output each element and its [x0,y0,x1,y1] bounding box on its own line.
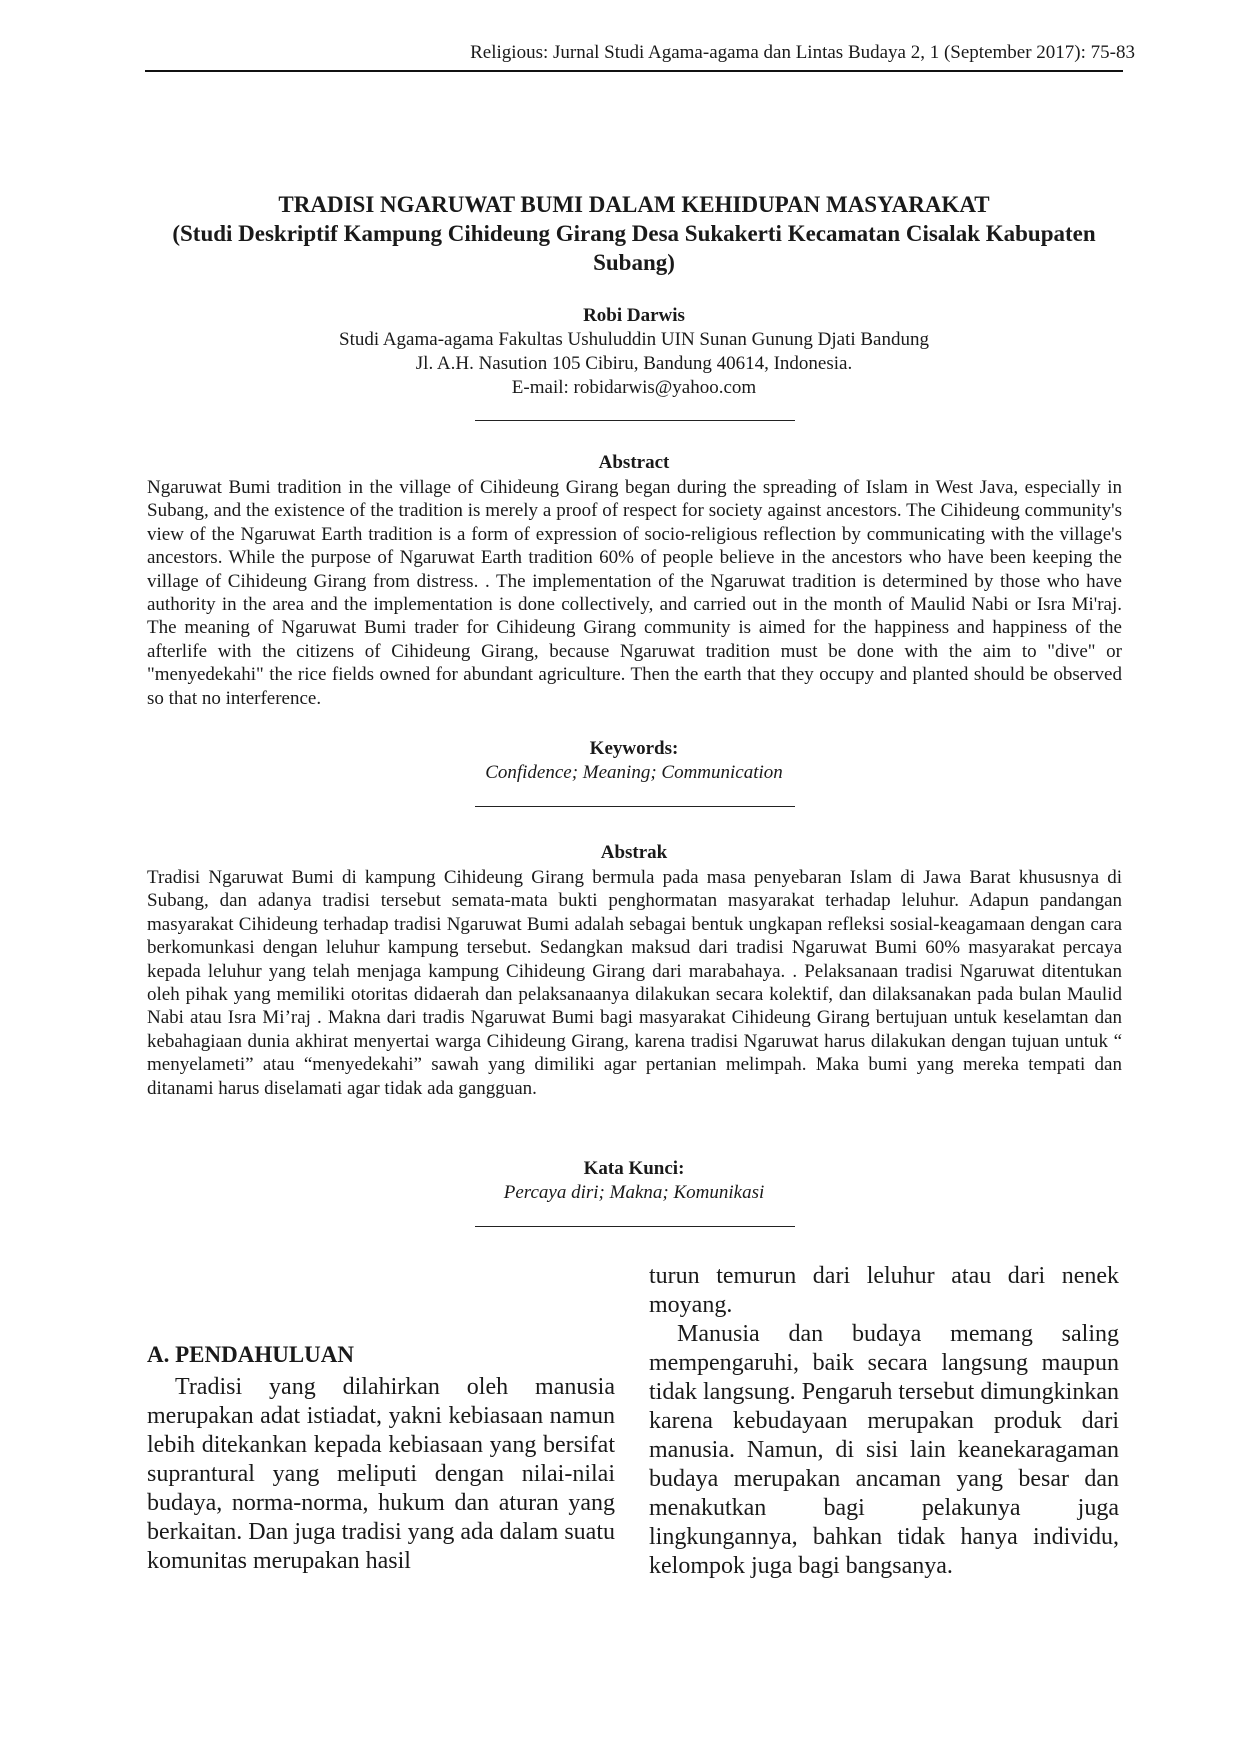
abstract-heading: Abstract [598,452,670,473]
author-address: Jl. A.H. Nasution 105 Cibiru, Bandung 40614, Indonesia. [415,353,853,374]
abstrak-text: Tradisi Ngaruwat Bumi di kampung Cihideung Girang bermula pada masa penyebaran Islam di Jawa Barat khususnya di Subang, dan adanya tradisi tersebut semata-mata bukti penghormatan masyarakat terhadap leluhur. Adapun pandangan masyarakat Cihideung terhadap tradisi Ngaruwat Bumi adalah sebagai bentuk ungkapan refleksi sosial-keagamaan dengan cara berkomunkasi dengan leluhur kampung tersebut. Sedangkan maksud dari tradisi Ngaruwat Bumi 60% masyarakat percaya kepada leluhur yang telah menjaga kampung Cihideung Girang dari marabahaya. . Pelaksanaan tradisi Ngaruwat ditentukan oleh pihak yang memiliki otoritas didaerah dan pelaksanaanya dilakukan secara kolektif, dan dilaksanakan pada bulan Maulid Nabi atau Isra Mi’raj . Makna dari tradis Ngaruwat Bumi bagi masyarakat Cihideung Girang bertujuan untuk keselamtan dan kebahagiaan dunia akhirat menyertai warga Cihideung Girang, karena tradisi Ngaruwat harus dilakukan dengan tujuan untuk “ menyelameti” atau “menyedekahi” sawah yang dimiliki agar pertanian melimpah. Maka bumi yang mereka tempati dan ditanami harus diselamati agar tidak ada gangguan. [147,867,1122,1099]
paper-title: TRADISI NGARUWAT BUMI DALAM KEHIDUPAN MASYARAKAT [278,192,990,217]
separator-rule [475,806,795,807]
author-email: E-mail: robidarwis@yahoo.com [511,377,757,398]
abstrak-heading: Abstrak [600,842,668,863]
body-paragraph: Tradisi yang dilahirkan oleh manusia merupakan adat istiadat, yakni kebiasaan namun lebih ditekankan kepada kebiasaan yang bersifat suprantural yang meliputi dengan nilai-nilai budaya, norma-norma, hukum dan aturan yang berkaitan. Dan juga tradisi yang ada dalam suatu komunitas merupakan hasil [147,1374,615,1574]
kata-kunci-heading: Kata Kunci: [583,1158,685,1179]
abstract-text: Ngaruwat Bumi tradition in the village of Cihideung Girang began during the spreading of Islam in West Java, especially in Subang, and the existence of the tradition is merely a proof of respect for society against ancestors. The Cihideung community's view of the Ngaruwat Earth tradition is a form of expression of socio-religious reflection by communicating with the village's ancestors. While the purpose of Ngaruwat Earth tradition 60% of people believe in the ancestors who have been keeping the village of Cihideung Girang from distress. . The implementation of the Ngaruwat tradition is determined by those who have authority in the area and the implementation is done collectively, and carried out in the month of Maulid Nabi or Isra Mi'raj. The meaning of Ngaruwat Bumi trader for Cihideung Girang community is aimed for the happiness and happiness of the afterlife with the citizens of Cihideung Girang, because Ngaruwat tradition must be done with the aim to "dive" or "menyedekahi" the rice fields owned for abundant agriculture. Then the earth that they occupy and planted should be observed so that no interference. [147,477,1122,709]
right-column [649,1262,1119,1581]
body-paragraph: Manusia dan budaya memang saling mempengaruhi, baik secara langsung maupun tidak langsung. Pengaruh tersebut dimungkinkan karena kebudayaan merupakan produk dari manusia. Namun, di sisi lain keanekaragaman budaya merupakan ancaman yang besar dan menakutkan bagi pelakunya juga lingkungannya, bahkan tidak hanya individu, kelompok juga bagi bangsanya. [649,1321,1119,1579]
keywords-list: Confidence; Meaning; Communication [485,762,783,783]
header-rule [145,70,1123,72]
kata-kunci-list: Percaya diri; Makna; Komunikasi [503,1182,765,1203]
keywords-heading: Keywords: [589,738,679,759]
author-affiliation: Studi Agama-agama Fakultas Ushuluddin UIN Sunan Gunung Djati Bandung [339,329,929,350]
section-heading: A. PENDAHULUAN [147,1342,354,1367]
title-block [145,190,1123,277]
journal-running-header: Religious: Jurnal Studi Agama-agama dan Lintas Budaya 2, 1 (September 2017): 75-83 [470,42,1135,63]
separator-rule [475,420,795,421]
author-block [145,304,1123,400]
left-column [147,1373,615,1576]
body-paragraph: turun temurun dari leluhur atau dari nenek moyang. [649,1263,1119,1318]
author-name: Robi Darwis [583,305,685,326]
paper-subtitle: (Studi Deskriptif Kampung Cihideung Girang Desa Sukakerti Kecamatan Cisalak Kabupaten Subang) [172,221,1096,275]
separator-rule [475,1226,795,1227]
